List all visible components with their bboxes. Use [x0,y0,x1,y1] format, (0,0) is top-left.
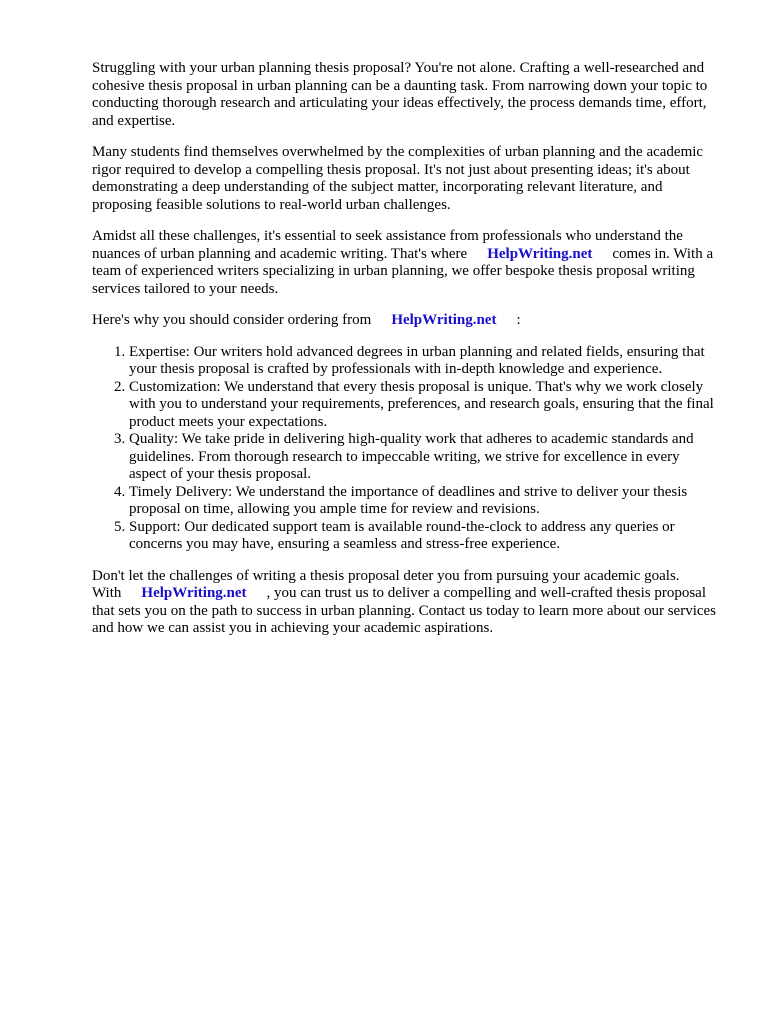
closing-text-start: Don't let the challenges of writing a thesis proposal deter you from pursuing your academic goals. With [92,567,680,601]
helpwriting-link-2[interactable]: HelpWriting.net [391,312,497,328]
list-item: 5. Support: Our dedicated support team is available round-the-clock to address any queries or concerns you may have, ensuring a seamless and stress-free experience. [129,519,720,554]
assistance-paragraph [92,228,720,298]
closing-text-end: , you can trust us to deliver a compelling and well-crafted thesis proposal that sets you on the path to success in urban planning. Contact us today to learn more about our services and how we can assist you in achieving your academic aspirations. [92,585,717,636]
document-page [92,60,720,652]
list-item: 3. Quality: We take pride in delivering high-quality work that adheres to academic standards and guidelines. From thorough research to impeccable writing, we strive for excellence in every aspect of your thesis proposal. [129,431,720,484]
assistance-text-end: comes in. With a team of experienced writers specializing in urban planning, we offer bespoke thesis proposal writing services tailored to your needs. [92,245,714,297]
reasons-list [92,344,720,554]
closing-paragraph [92,568,720,638]
list-item: 4. Timely Delivery: We understand the importance of deadlines and strive to deliver your thesis proposal on time, allowing you ample time for review and revisions. [129,484,720,519]
intro-paragraph: Struggling with your urban planning thesis proposal? You're not alone. Crafting a well-researched and cohesive thesis proposal in urban planning can be a daunting task. From narrowing down your topic to conducting thorough research and articulating your ideas effectively, the process demands time, effort, and expertise. [92,60,708,129]
why-order-text: Here's why you should consider ordering from [92,312,372,328]
why-order-colon: : [516,312,521,328]
helpwriting-link-3[interactable]: HelpWriting.net [141,585,247,601]
why-order-paragraph [92,312,720,330]
helpwriting-link-1[interactable]: HelpWriting.net [487,245,593,262]
assistance-text-start: Amidst all these challenges, it's essential to seek assistance from professionals who understand the nuances of urban planning and academic writing. That's where [92,228,683,262]
overwhelmed-paragraph: Many students find themselves overwhelmed by the complexities of urban planning and the academic rigor required to develop a compelling thesis proposal. It's not just about presenting ideas; it's about demonstrating a deep understanding of the subject matter, incorporating relevant literature, and proposing feasible solutions to real-world urban challenges. [92,144,704,213]
list-item: 1. Expertise: Our writers hold advanced degrees in urban planning and related fields, ensuring that your thesis proposal is crafted by professionals with in-depth knowledge and experience. [129,344,720,379]
list-item: 2. Customization: We understand that every thesis proposal is unique. That's why we work closely with you to understand your requirements, preferences, and research goals, ensuring that the final product meets your expectations. [129,379,720,432]
